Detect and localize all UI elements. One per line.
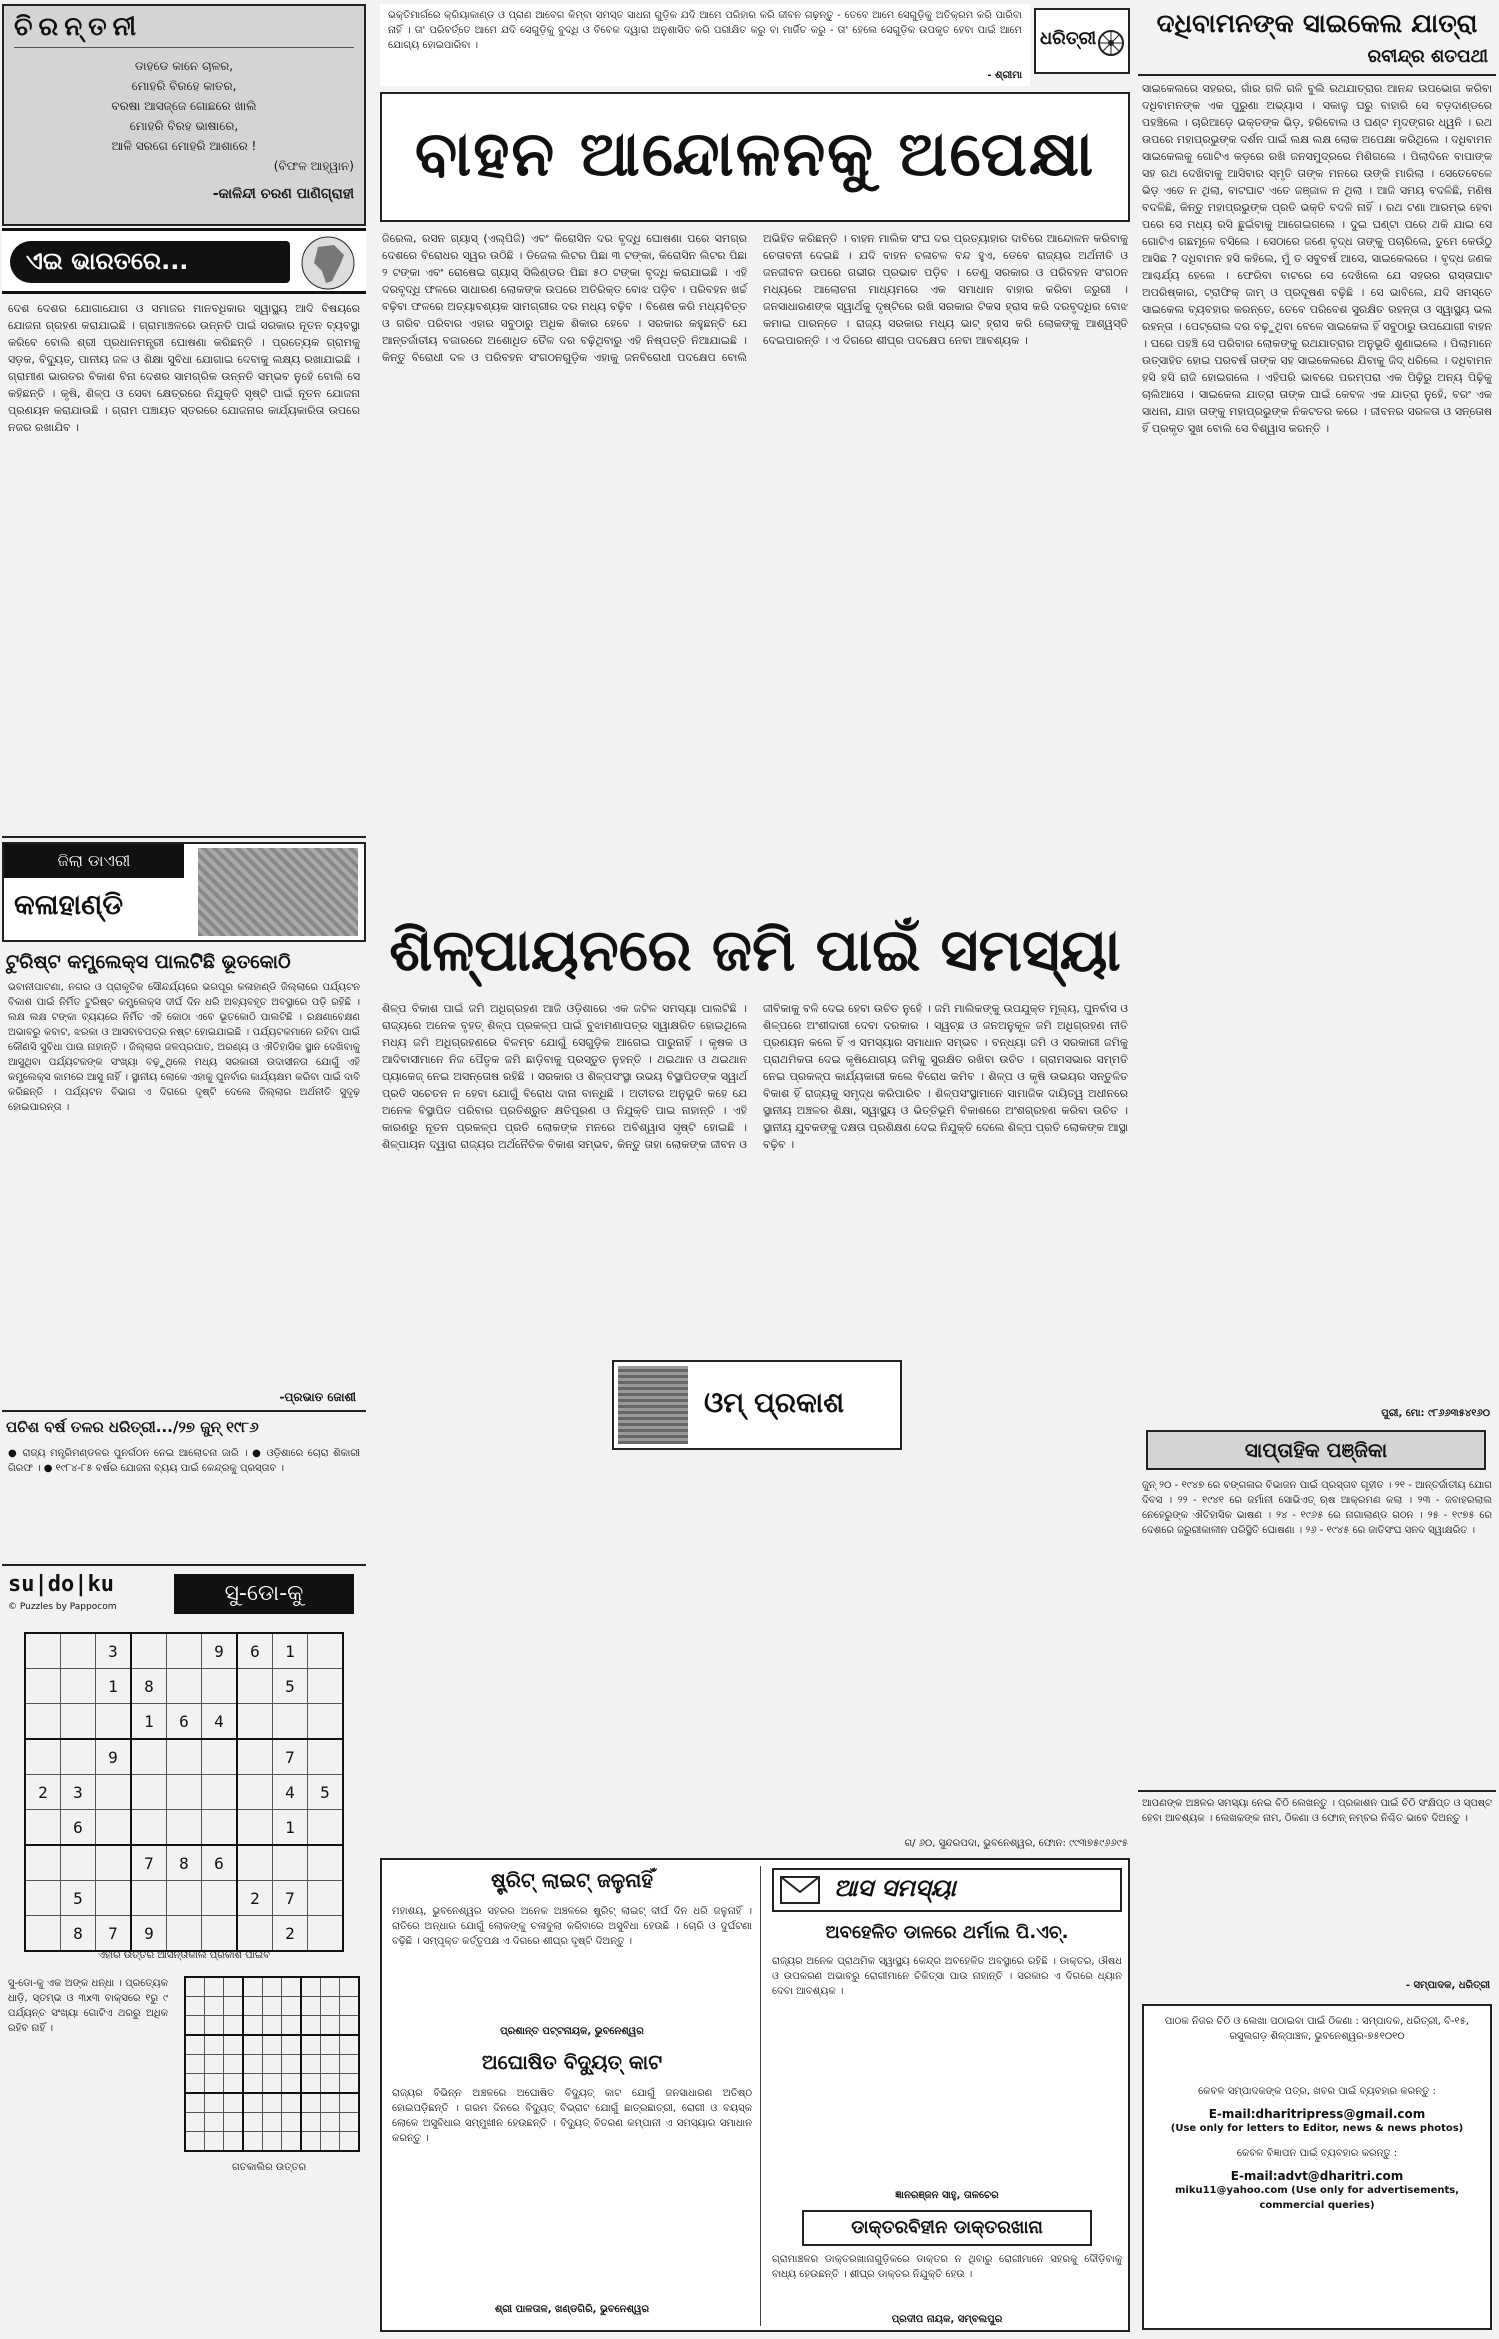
india-map-icon [300, 235, 356, 291]
sudoku-cell [224, 2093, 244, 2113]
divider [2, 1564, 366, 1566]
author-photo [618, 1366, 688, 1444]
sudoku-cell [237, 1775, 273, 1810]
sudoku-cell [243, 2093, 263, 2113]
sudoku-cell [131, 1881, 167, 1916]
poem-author: -କାଳିନ୍ଦୀ ଚରଣ ପାଣିଗ୍ରାହୀ [212, 186, 354, 202]
sudoku-cell: 7 [273, 1881, 308, 1916]
contact-note: କେବଳ ସମ୍ପାଦକଙ୍କ ପତ୍ର, ଖବର ପାଇଁ ବ୍ୟବହାର କରନ୍ତୁ : [1198, 2086, 1436, 2097]
masthead [1034, 8, 1130, 74]
sudoku-cell: 6 [61, 1810, 96, 1846]
sudoku-cell [224, 2132, 244, 2152]
sudoku-row [25, 1704, 343, 1740]
contact-email[interactable]: miku11@yahoo.com (Use only for advertisements, commercial queries) [1174, 2185, 1460, 2211]
sudoku-cell [202, 1810, 238, 1846]
sudoku-cell [263, 2016, 282, 2036]
sudoku-cell [202, 1775, 238, 1810]
sudoku-cell [282, 1997, 302, 2016]
sudoku-cell [237, 1845, 273, 1881]
weekly-body: ଜୁନ୍ ୨୦ - ୧୯୪୭ ରେ ବଙ୍ଗଳାର ବିଭାଜନ ପାଇଁ ପ୍ରସ୍ତାବ ଗୃହୀତ । ୨୧ - ଆନ୍ତର୍ଜାତୀୟ ଯୋଗ ଦିବସ । ୨୨ - ୧୯୪୧ ରେ ଜର୍ମାନୀ ସୋଭିଏତ୍ ଋଷ ଆକ୍ରମଣ କଲା । ୨୩ - ଜବାହରଲାଲ ନେହେରୁଙ୍କ ଐତିହାସିକ ଭାଷଣ । ୨୪ - ୧୯୬୫ ରେ ନାଗାଲାଣ୍ଡ ଗଠନ । ୨୫ - ୧୯୭୫ ରେ ଦେଶରେ ଜରୁରୀକାଳୀନ ପରିସ୍ଥିତି ଘୋଷଣା । ୨୬ - ୧୯୪୫ ରେ ଜାତିସଂଘ ସନଦ ସ୍ୱାକ୍ଷରିତ । [1142, 1480, 1492, 1536]
sudoku-cell [131, 1739, 167, 1775]
sudoku-cell [185, 1997, 205, 2016]
sudoku-cell: 4 [202, 1704, 238, 1740]
sudoku-cell [61, 1739, 96, 1775]
sudoku-cell: 2 [273, 1916, 308, 1952]
sudoku-cell [205, 2113, 224, 2132]
sudoku-row [25, 1739, 343, 1775]
sudoku-cell: 1 [273, 1633, 308, 1669]
sudoku-row [25, 1633, 343, 1669]
sudoku-cell [308, 1704, 344, 1740]
sudoku-cell: 8 [131, 1669, 167, 1704]
past-heading: ପଚିଶ ବର୍ଷ ତଳର ଧରିତ୍ରୀ.../୨୭ ଜୁନ୍ ୧୯୮୬ [6, 1418, 259, 1436]
sudoku-cell [321, 2113, 340, 2132]
sudoku-mini-grid [184, 1976, 360, 2152]
sudoku-cell [25, 1916, 61, 1952]
sudoku-cell [167, 1739, 202, 1775]
feature-headline: ଦଧିବାମନଙ୍କ ସାଇକେଲ ଯାତ୍ରା [1156, 9, 1478, 39]
letter-heading: ଷ୍ଟ୍ରିଟ୍ ଲାଇଟ୍ ଜଳୁନାହିଁ [491, 1868, 653, 1892]
sudoku-cell [282, 1977, 302, 1997]
sudoku-cell [205, 2093, 224, 2113]
contact-box [1142, 2004, 1492, 2330]
sudoku-cell [282, 2132, 302, 2152]
sudoku-row [25, 1845, 343, 1881]
sudoku-row [185, 2132, 359, 2152]
sudoku-cell [263, 2113, 282, 2132]
sudoku-cell [308, 1669, 344, 1704]
sudoku-cell [167, 1810, 202, 1846]
sudoku-cell [167, 1881, 202, 1916]
sudoku-cell [131, 1633, 167, 1669]
sudoku-cell [243, 2113, 263, 2132]
sudoku-cell [202, 1881, 238, 1916]
india-header [2, 228, 366, 294]
letters-divider [760, 1866, 761, 2326]
sudoku-cell [61, 1704, 96, 1740]
sudoku-cell [185, 2055, 205, 2074]
poem-line: ଆଳି ସରଗେ ମୋହରି ଆଶାରେ ! [111, 139, 257, 153]
past-body: ● ରାଜ୍ୟ ମନ୍ତ୍ରିମଣ୍ଡଳର ପୁନର୍ଗଠନ ନେଇ ଆଲୋଚନା ଜାରି । ● ଓଡ଼ିଶାରେ ଚୋରା ଶିକାରୀ ଗିରଫ । ● ୧୯୮୪-୮୫ ବର୍ଷର ଯୋଜନା ବ୍ୟୟ ପାଇଁ କେନ୍ଦ୍ରକୁ ପ୍ରସ୍ତାବ । [8, 1448, 360, 1474]
sudoku-cell [224, 2035, 244, 2055]
sudoku-cell [263, 1997, 282, 2016]
sudoku-cell [340, 2093, 360, 2113]
sudoku-cell [205, 1997, 224, 2016]
sudoku-cell [263, 2074, 282, 2094]
sudoku-cell [321, 2093, 340, 2113]
sudoku-cell: 6 [202, 1845, 238, 1881]
sudoku-cell [96, 1881, 132, 1916]
sudoku-cell [237, 1810, 273, 1846]
sudoku-cell [61, 1845, 96, 1881]
sudoku-cell: 9 [96, 1739, 132, 1775]
poem-line: ମୋହରି ବିରହେ କାତର, [131, 79, 237, 93]
sudoku-cell: 5 [308, 1775, 344, 1810]
sudoku-cell [167, 1916, 202, 1952]
sudoku-cell [282, 2074, 302, 2094]
sudoku-cell [205, 2074, 224, 2094]
weekly-header [1146, 1430, 1486, 1470]
poem-line: ମୋହରି ବିରହ ଭାଷାରେ, [129, 119, 239, 133]
sudoku-cell [340, 2016, 360, 2036]
sudoku-row [25, 1810, 343, 1846]
sudoku-cell [224, 2113, 244, 2132]
contact-note: କେବଳ ବିଜ୍ଞାପନ ପାଇଁ ବ୍ୟବହାର କରନ୍ତୁ : [1236, 2148, 1398, 2159]
sudoku-cell: 9 [131, 1916, 167, 1952]
sudoku-cell [340, 1977, 360, 1997]
sudoku-brand-sub: © Puzzles by Pappocom [8, 1602, 117, 1612]
poem-heading: ଚିରନ୍ତନୀ [14, 12, 354, 48]
sudoku-cell [340, 2132, 360, 2152]
sudoku-cell [301, 1977, 321, 1997]
sudoku-cell [282, 2055, 302, 2074]
tourism-body: ଭବାନୀପାଟଣା, ନଗର ଓ ପ୍ରାକୃତିକ ସୌନ୍ଦର୍ଯ୍ୟରେ ଭରପୂର କଳାହାଣ୍ଡି ଜିଲ୍ଲାରେ ପର୍ଯ୍ୟଟନ ବିକାଶ ପାଇଁ ନିର୍ମିତ ଟୁରିଷ୍ଟ କମ୍ପ୍ଲେକ୍ସ ଦୀର୍ଘ ଦିନ ଧରି ଅବ୍ୟବହୃତ ଅବସ୍ଥାରେ ପଡ଼ି ରହିଛି । ଲକ୍ଷ ଲକ୍ଷ ଟଙ୍କା ବ୍ୟୟରେ ନିର୍ମିତ ଏହି କୋଠା ଏବେ ଭୂତକୋଠି ପାଲଟିଛି । ରକ୍ଷଣାବେକ୍ଷଣ ଅଭାବରୁ କବାଟ, ଝରକା ଓ ଆସବାବପତ୍ର ନଷ୍ଟ ହୋଇଯାଇଛି । ପର୍ଯ୍ୟଟକମାନେ ରହିବା ପାଇଁ କୌଣସି ସୁବିଧା ପାଉ ନାହାନ୍ତି । ଜିଲ୍ଲାର ଜଳପ୍ରପାତ, ଅରଣ୍ୟ ଓ ଐତିହାସିକ ସ୍ଥାନ ଦେଖିବାକୁ ଆସୁଥିବା ପର୍ଯ୍ୟଟକଙ୍କ ସଂଖ୍ୟା ବଢ଼ୁଥିଲେ ମଧ୍ୟ ସରକାରୀ ଉଦାସୀନତା ଯୋଗୁଁ ଏହି କମ୍ପ୍ଲେକ୍ସ କାମରେ ଆସୁ ନାହିଁ । ସ୍ଥାନୀୟ ଲୋକେ ଏହାକୁ ପୁନର୍ବାର କାର୍ଯ୍ୟକ୍ଷମ କରିବା ପାଇଁ ଦାବି କରିଛନ୍ତି । ପର୍ଯ୍ୟଟନ ବିଭାଗ ଏ ଦିଗରେ ଦୃଷ୍ଟି ଦେଲେ ଜିଲ୍ଲାର ଅର୍ଥନୀତି ସୁଦୃଢ଼ ହୋଇପାରନ୍ତା । [8, 982, 360, 1113]
sudoku-cell [131, 1810, 167, 1846]
sudoku-cell [243, 2074, 263, 2094]
sudoku-grid [24, 1632, 344, 1952]
sudoku-cell [131, 1775, 167, 1810]
diary-label: ଜିଲା ଡାଏରୀ [4, 844, 184, 878]
sudoku-cell [185, 2035, 205, 2055]
poem-line: (ବିଫଳ ଆହ୍ୱାନ) [273, 159, 354, 173]
notice-text: ଆପଣଙ୍କ ଅଞ୍ଚଳର ସମସ୍ୟା ନେଇ ଚିଠି ଲେଖନ୍ତୁ । ପ୍ରକାଶନ ପାଇଁ ଚିଠି ସଂକ୍ଷିପ୍ତ ଓ ସ୍ପଷ୍ଟ ହେବା ଆବଶ୍ୟକ । ଲେଖକଙ୍କ ନାମ, ଠିକଣା ଓ ଫୋନ୍ ନମ୍ବର ନିଶ୍ଚିତ ଭାବେ ଦିଅନ୍ତୁ । [1142, 1798, 1492, 1824]
sudoku-cell [301, 2016, 321, 2036]
letter-signature: ପ୍ରଦୀପ ନାୟକ, ସମ୍ବଲପୁର [891, 2314, 1003, 2325]
notice-sign: - ସମ୍ପାଦକ, ଧରିତ୍ରୀ [1405, 1980, 1490, 1991]
poem-line: ବରଷା ଆସଜ୍ଜେ ଗୋଛରେ ଖାଲି [111, 99, 257, 113]
main-footer: ଗ/ ୬୦, ସୁନ୍ଦରପଦା, ଭୁବନେଶ୍ୱର, ଫୋନ: ୯୯୩୭୫୯୬୬୯୫ [904, 1838, 1128, 1849]
letter-body: ମହାଶୟ, ଭୁବନେଶ୍ୱର ସହରର ଅନେକ ଅଞ୍ଚଳରେ ଷ୍ଟ୍ରିଟ୍ ଲାଇଟ୍ ଦୀର୍ଘ ଦିନ ଧରି ଜଳୁନାହିଁ । ରାତିରେ ଅନ୍ଧାର ଯୋଗୁଁ ଲୋକଙ୍କୁ ଚଳାବୁଲା କରିବାରେ ଅସୁବିଧା ହେଉଛି । ଚୋରି ଓ ଦୁର୍ଘଟଣା ବଢ଼ିଛି । ସମ୍ପୃକ୍ତ କର୍ତ୍ତୃପକ୍ଷ ଏ ଦିଗରେ ଶୀଘ୍ର ଦୃଷ୍ଟି ଦିଅନ୍ତୁ । [392, 1906, 752, 1947]
sudoku-header [4, 1570, 364, 1626]
sudoku-cell [205, 2016, 224, 2036]
sudoku-cell [205, 2132, 224, 2152]
poem-box [2, 4, 366, 226]
sudoku-row [185, 2074, 359, 2094]
sudoku-mini-label: ଗତକାଲିର ଉତ୍ତର [231, 2162, 307, 2173]
sudoku-cell: 1 [96, 1669, 132, 1704]
poem-lines [14, 56, 354, 176]
contact-email-note: (Use only for letters to Editor, news & news photos) [1170, 2123, 1464, 2134]
letter-body: ଗ୍ରାମାଞ୍ଚଳର ଡାକ୍ତରଖାନାଗୁଡ଼ିକରେ ଡାକ୍ତର ନ ଥିବାରୁ ରୋଗୀମାନେ ସହରକୁ ଦୌଡ଼ିବାକୁ ବାଧ୍ୟ ହେଉଛନ୍ତି । ଶୀଘ୍ର ଡାକ୍ତର ନିଯୁକ୍ତି ହେଉ । [772, 2254, 1122, 2280]
sudoku-cell [321, 2074, 340, 2094]
author-name: ଓମ୍ ପ୍ରକାଶ [704, 1386, 845, 1419]
sudoku-cell [167, 1633, 202, 1669]
letters-section [380, 1858, 1130, 2332]
sudoku-cell [282, 2016, 302, 2036]
masthead-title: ଧରିତ୍ରୀ [1040, 28, 1097, 49]
sudoku-row [185, 1977, 359, 1997]
dharma-wheel-icon [1096, 28, 1126, 58]
sudoku-title: ସୁ-ଡୋ-କୁ [174, 1574, 354, 1614]
sudoku-cell [224, 2074, 244, 2094]
sudoku-cell [25, 1704, 61, 1740]
sudoku-cell [243, 1997, 263, 2016]
feature-body: ସାଇକେଲରେ ସହରର, ଗାଁର ଗଳି ଗଳି ବୁଲି ରଥଯାତ୍ରାର ଆନନ୍ଦ ଉପଭୋଗ କରିବା ଦଧିବାମନଙ୍କ ଏକ ପୁରୁଣା ଅଭ୍ୟାସ । ସକାଳୁ ଘରୁ ବାହାରି ସେ ବଡ଼ଦାଣ୍ଡରେ ପହଞ୍ଚିଲେ । ଚାରିଆଡ଼େ ଭକ୍ତଙ୍କ ଭିଡ଼, ହରିବୋଲ ଓ ଘଣ୍ଟ ମୃଦଙ୍ଗର ଧ୍ୱନି । ରଥ ଉପରେ ମହାପ୍ରଭୁଙ୍କ ଦର୍ଶନ ପାଇଁ ଲକ୍ଷ ଲକ୍ଷ ଲୋକ ଅପେକ୍ଷା କରିଥିଲେ । ଦଧିବାମନ ସାଇକେଲକୁ ଗୋଟିଏ କଡ଼ରେ ରଖି ଜନସମୁଦ୍ରରେ ମିଶିଗଲେ । ପିଲାଦିନେ ବାପାଙ୍କ ସହ ରଥ ଦେଖିବାକୁ ଆସିବାର ସ୍ମୃତି ତାଙ୍କ ମନରେ ଉଙ୍କି ମାରିଲା । ସେତେବେଳେ ଭିଡ଼ ଏତେ ନ ଥିଲା, ବାଟଘାଟ ଏତେ ଜଞ୍ଜାଳ ନ ଥିଲା । ଆଜି ସମୟ ବଦଳିଛି, ମଣିଷ ବଦଳିଛି, କିନ୍ତୁ ମହାପ୍ରଭୁଙ୍କ ପ୍ରତି ଭକ୍ତି ବଦଳି ନାହିଁ । ରଥ ଟଣା ଆରମ୍ଭ ହେବା ପରେ ସେ ମଧ୍ୟ ରସି ଛୁଇଁବାକୁ ଆଗେଇଗଲେ । ଦୁଇ ଘଣ୍ଟା ପରେ ଥକି ଯାଇ ସେ ଗୋଟିଏ ଗଛମୂଳେ ବସିଲେ । ସେଠାରେ ଜଣେ ବୃଦ୍ଧ ତାଙ୍କୁ ପଚାରିଲେ, ତୁମେ କେଉଁଠୁ ଆସିଛ ? ଦଧିବାମନ ହସି କହିଲେ, ମୁଁ ତ ସବୁବର୍ଷ ଆସେ, ସାଇକେଲରେ । ବୃଦ୍ଧ ଜଣକ ଆଶ୍ଚର୍ଯ୍ୟ ହେଲେ । ଫେରିବା ବାଟରେ ସେ ଦେଖିଲେ ଯେ ସହରର ରାସ୍ତାଘାଟ ଅପରିଷ୍କାର, ଟ୍ରାଫିକ୍ ଜାମ୍ ଓ ପ୍ରଦୂଷଣ ବଢ଼ିଛି । ସେ ଭାବିଲେ, ଯଦି ସମସ୍ତେ ସାଇକେଲ ବ୍ୟବହାର କରନ୍ତେ, ତେବେ ପରିବେଶ ସୁରକ୍ଷିତ ରହନ୍ତା ଓ ସ୍ୱାସ୍ଥ୍ୟ ଭଲ ରହନ୍ତା । ପେଟ୍ରୋଲ ଦର ବଢ଼ୁଥିବା ବେଳେ ସାଇକେଲ ହିଁ ସବୁଠାରୁ ଉପଯୋଗୀ ବାହନ । ଘରେ ପହଞ୍ଚି ସେ ପରିବାର ଲୋକଙ୍କୁ ରଥଯାତ୍ରାର ଅନୁଭୂତି ଶୁଣାଇଲେ । ପିଲାମାନେ ଉତ୍ସାହିତ ହୋଇ ପରବର୍ଷ ତାଙ୍କ ସହ ସାଇକେଲରେ ଯିବାକୁ ଜିଦ୍ ଧରିଲେ । ଦଧିବାମନ ହସି ହସି ରାଜି ହୋଇଗଲେ । ଏହିପରି ଭାବରେ ପରମ୍ପରା ଏକ ପିଢ଼ିରୁ ଅନ୍ୟ ପିଢ଼ିକୁ ଚାଲିଆସେ । ସାଇକେଲ ଯାତ୍ରା ତାଙ୍କ ପାଇଁ କେବଳ ଏକ ଯାତ୍ରା ନୁହେଁ, ବରଂ ଏକ ସାଧନା, ଯାହା ତାଙ୍କୁ ମହାପ୍ରଭୁଙ୍କ ନିକଟତର କରେ । ଜୀବନର ସରଳତା ଓ ସନ୍ତୋଷ ହିଁ ପ୍ରକୃତ ସୁଖ ବୋଲି ସେ ବିଶ୍ୱାସ କରନ୍ତି । [1142, 82, 1492, 435]
sudoku-row [25, 1916, 343, 1952]
sudoku-cell [321, 2132, 340, 2152]
sudoku-cell [282, 2093, 302, 2113]
contact-email[interactable]: E-mail:dharitripress@gmail.com [1208, 2107, 1426, 2121]
sudoku-cell [321, 1997, 340, 2016]
sudoku-row [185, 2016, 359, 2036]
letter-body: ରାଜ୍ୟର ବିଭିନ୍ନ ଅଞ୍ଚଳରେ ଅଘୋଷିତ ବିଦ୍ୟୁତ୍ କାଟ ଯୋଗୁଁ ଜନସାଧାରଣ ଅତିଷ୍ଠ ହୋଇପଡ଼ିଛନ୍ତି । ଗରମ ଦିନରେ ବିଦ୍ୟୁତ୍ ବିଭ୍ରାଟ ଯୋଗୁଁ ଛାତ୍ରଛାତ୍ରୀ, ରୋଗୀ ଓ ବୟସ୍କ ଲୋକେ ଅସୁବିଧାର ସମ୍ମୁଖୀନ ହେଉଛନ୍ତି । ବିଦ୍ୟୁତ୍ ବିତରଣ କମ୍ପାନୀ ଏ ସମସ୍ୟାର ସମାଧାନ କରନ୍ତୁ । [392, 2088, 752, 2144]
tourism-headline: ଟୁରିଷ୍ଟ କମ୍ପ୍ଲେକ୍ସ ପାଲଟିଛି ଭୂତକୋଠି [6, 951, 291, 973]
sudoku-cell [25, 1881, 61, 1916]
sudoku-cell [205, 2055, 224, 2074]
sudoku-brand: su|do|ku [8, 1572, 114, 1597]
sudoku-footer: ଏହାର ଉତ୍ତର ଆସନ୍ତାକାଲି ପ୍ରକାଶ ପାଇବ [97, 1950, 271, 1961]
sudoku-cell: 3 [61, 1775, 96, 1810]
sudoku-cell [167, 1775, 202, 1810]
sudoku-cell [340, 2035, 360, 2055]
editorial-headline: ବାହନ ଆନ୍ଦୋଳନକୁ ଅପେକ୍ଷା [414, 117, 1096, 190]
sudoku-cell [185, 2113, 205, 2132]
letter-signature: ପ୍ରଶାନ୍ତ ପଟ୍ଟନାୟକ, ଭୁବନେଶ୍ୱର [500, 2026, 644, 2037]
sudoku-cell [301, 2113, 321, 2132]
sudoku-cell [243, 2055, 263, 2074]
sudoku-help: ସୁ-ଡୋ-କୁ ଏକ ଅଙ୍କ ଧନ୍ଧା । ପ୍ରତ୍ୟେକ ଧାଡ଼ି, ସ୍ତମ୍ଭ ଓ ୩x୩ ବାକ୍ସରେ ୧ରୁ ୯ ପର୍ଯ୍ୟନ୍ତ ସଂଖ୍ୟା ଗୋଟିଏ ଥରରୁ ଅଧିକ ରହିବ ନାହିଁ । [8, 1978, 168, 2034]
main-headline: ଶିଳ୍ପାୟନରେ ଜମି ପାଇଁ ସମସ୍ୟା [389, 916, 1121, 984]
tourism-author: -ପ୍ରଭାତ ଜୋଶୀ [279, 1390, 356, 1404]
letter-body: ରାଜ୍ୟର ଅନେକ ପ୍ରାଥମିକ ସ୍ୱାସ୍ଥ୍ୟ କେନ୍ଦ୍ର ଅବହେଳିତ ଅବସ୍ଥାରେ ରହିଛି । ଡାକ୍ତର, ଔଷଧ ଓ ଉପକରଣ ଅଭାବରୁ ରୋଗୀମାନେ ଚିକିତ୍ସା ପାଉ ନାହାନ୍ତି । ସରକାର ଏ ଦିଗରେ ଧ୍ୟାନ ଦେବା ଆବଶ୍ୟକ । [772, 1956, 1122, 1997]
sudoku-cell: 8 [167, 1845, 202, 1881]
sudoku-row [185, 2093, 359, 2113]
quote-author: - ଶ୍ରୀମା [987, 70, 1022, 81]
sudoku-cell: 2 [25, 1775, 61, 1810]
sudoku-cell [308, 1916, 344, 1952]
sudoku-cell [321, 1977, 340, 1997]
sudoku-cell [224, 2055, 244, 2074]
sudoku-cell [308, 1845, 344, 1881]
sudoku-cell [202, 1669, 238, 1704]
sudoku-row [185, 2113, 359, 2132]
sudoku-cell [273, 1845, 308, 1881]
sudoku-cell [340, 2074, 360, 2094]
sudoku-cell: 7 [131, 1845, 167, 1881]
sudoku-cell: 5 [273, 1669, 308, 1704]
sudoku-cell [263, 1977, 282, 1997]
sudoku-cell [308, 1739, 344, 1775]
india-heading: ଏଇ ଭାରତରେ... [26, 247, 189, 275]
sudoku-cell [282, 2035, 302, 2055]
sudoku-cell [25, 1669, 61, 1704]
sudoku-cell [185, 1977, 205, 1997]
sudoku-cell [282, 2113, 302, 2132]
sudoku-cell: 5 [61, 1881, 96, 1916]
sudoku-row [185, 2055, 359, 2074]
sudoku-cell [301, 2132, 321, 2152]
sudoku-cell [340, 2113, 360, 2132]
sudoku-cell [224, 1977, 244, 1997]
india-body: ଦେଶ ଦେଶର ଯୋଗାଯୋଗ ଓ ସମାଜର ମାନବଧିକାର ସ୍ୱାସ୍ଥ୍ୟ ଆଦି ବିଷୟରେ ଯୋଜନା ଗ୍ରହଣ କରାଯାଇଛି । ଗ୍ରାମାଞ୍ଚଳରେ ଉନ୍ନତି ପାଇଁ ସରକାର ନୂତନ ବ୍ୟବସ୍ଥା କରିବେ ବୋଲି ଶ୍ରୀ ପ୍ରଧାନମନ୍ତ୍ରୀ ଘୋଷଣା କରିଛନ୍ତି । ପ୍ରତ୍ୟେକ ଗ୍ରାମକୁ ସଡ଼କ, ବିଦ୍ୟୁତ୍, ପାନୀୟ ଜଳ ଓ ଶିକ୍ଷା ସୁବିଧା ଯୋଗାଇ ଦେବାକୁ ଲକ୍ଷ୍ୟ ରଖାଯାଇଛି । ଗ୍ରାମୀଣ ଭାରତର ବିକାଶ ବିନା ଦେଶର ସାମଗ୍ରିକ ଉନ୍ନତି ସମ୍ଭବ ନୁହେଁ ବୋଲି ସେ କହିଛନ୍ତି । କୃଷି, ଶିଳ୍ପ ଓ ସେବା କ୍ଷେତ୍ରରେ ନିଯୁକ୍ତି ସୃଷ୍ଟି ପାଇଁ ନୂତନ ଯୋଜନା ପ୍ରଣୟନ କରାଯାଉଛି । ଗ୍ରାମ ପଞ୍ଚାୟତ ସ୍ତରରେ ଯୋଜନାର କାର୍ଯ୍ୟକାରିତା ଉପରେ ନଜର ରଖାଯିବ । [8, 302, 360, 434]
sudoku-cell [25, 1845, 61, 1881]
sudoku-cell [96, 1810, 132, 1846]
sudoku-cell: 9 [202, 1633, 238, 1669]
banner-text: ଆସ ସମସ୍ୟା [834, 1874, 956, 1902]
banner [772, 1868, 1122, 1912]
sudoku-cell [25, 1633, 61, 1669]
feature-footer: ପୁରୀ, ମୋ: ୯୮୬୬୩୫୪୧୬୦ [1381, 1408, 1490, 1419]
contact-address: ପାଠକ ନିଜର ଚିଠି ଓ ଲେଖା ପଠାଇବା ପାଇଁ ଠିକଣା : ସମ୍ପାଦକ, ଧରିତ୍ରୀ, ବି-୧୫, ରସୁଲଗଡ଼ ଶିଳ୍ପାଞ୍ଚଳ, ଭୁବନେଶ୍ୱର-୭୫୧୦୧୦ [1164, 2016, 1470, 2042]
sudoku-cell [243, 2132, 263, 2152]
editorial-body: ଜିରେଲ, ରସନ ଗ୍ୟାସ୍ (ଏଲ୍‌ପିଜି) ଏବଂ କିରୋସିନ ଦର ବୃଦ୍ଧି ଘୋଷଣା ପରେ ସମଗ୍ର ଦେଶରେ ବିରୋଧର ସ୍ୱର ଉଠିଛି । ଡିଜେଲ ଲିଟର ପିଛା ୩ ଟଙ୍କା, କିରୋସିନ ଲିଟର ପିଛା ୨ ଟଙ୍କା ଏବଂ ରୋଷେଇ ଗ୍ୟାସ୍ ସିଲିଣ୍ଡର ପିଛା ୫୦ ଟଙ୍କା ବୃଦ୍ଧି କରାଯାଇଛି । ଏହି ଦରବୃଦ୍ଧି ଫଳରେ ସାଧାରଣ ଲୋକଙ୍କ ଉପରେ ଅତିରିକ୍ତ ବୋଝ ପଡ଼ିବ । ପରିବହନ ଖର୍ଚ୍ଚ ବଢ଼ିବା ଫଳରେ ଅତ୍ୟାବଶ୍ୟକ ସାମଗ୍ରୀର ଦର ମଧ୍ୟ ବଢ଼ିବ । ବିଶେଷ କରି ମଧ୍ୟବିତ୍ତ ଓ ଗରିବ ପରିବାର ଏହାର ସବୁଠାରୁ ଅଧିକ ଶିକାର ହେବେ । ସରକାର କହୁଛନ୍ତି ଯେ ଆନ୍ତର୍ଜାତୀୟ ବଜାରରେ ଅଶୋଧିତ ତୈଳ ଦର ବଢ଼ିଥିବାରୁ ଏହି ନିଷ୍ପତ୍ତି ନିଆଯାଇଛି । କିନ୍ତୁ ବିରୋଧୀ ଦଳ ଓ ପରିବହନ ସଂଗଠନଗୁଡ଼ିକ ଏହାକୁ ଜନବିରୋଧୀ ପଦକ୍ଷେପ ବୋଲି ଅଭିହିତ କରିଛନ୍ତି । ବାହନ ମାଲିକ ସଂଘ ଦର ପ୍ରତ୍ୟାହାର ଦାବିରେ ଆନ୍ଦୋଳନ କରିବାକୁ ଚେତାବନୀ ଦେଇଛି । ଯଦି ବାହନ ଚଳାଚଳ ବନ୍ଦ ହୁଏ, ତେବେ ରାଜ୍ୟର ଅର୍ଥନୀତି ଓ ଜନଜୀବନ ଉପରେ ଗଭୀର ପ୍ରଭାବ ପଡ଼ିବ । ତେଣୁ ସରକାର ଓ ପରିବହନ ସଂଗଠନ ମଧ୍ୟରେ ଆଲୋଚନା ମାଧ୍ୟମରେ ଏକ ସମାଧାନ ବାହାର କରିବା ଜରୁରୀ । ଜନସାଧାରଣଙ୍କ ସ୍ୱାର୍ଥକୁ ଦୃଷ୍ଟିରେ ରଖି ସରକାର ଟିକସ ହ୍ରାସ କରି ଦରବୃଦ୍ଧିର ବୋଝ କମାଇ ପାରନ୍ତେ । ରାଜ୍ୟ ସରକାର ମଧ୍ୟ ଭାଟ୍ ହ୍ରାସ କରି ଲୋକଙ୍କୁ ଆଶ୍ୱସ୍ତି ଦେଇପାରନ୍ତି । ଏ ଦିଗରେ ଶୀଘ୍ର ପଦକ୍ଷେପ ନେବା ଆବଶ୍ୟକ । [382, 232, 1128, 364]
editorial-headline-box [380, 92, 1130, 222]
sudoku-row [25, 1775, 343, 1810]
quote-text: ଭକ୍ତିମାର୍ଗରେ କ୍ରିୟାକାଣ୍ଡ ଓ ପ୍ରାଣ ଆବେଗ କିମ୍ବା ସମସ୍ତ ସାଧନା ଗୁଡ଼ିକ ଯଦି ଆମେ ପରିହାର କରି ଜୀବନ ଗଢ଼ନ୍ତୁ - ତେବେ ଆମେ ସେଗୁଡ଼ିକୁ ଅତିକ୍ରମ କରି ପାରିବା ନାହିଁ । ତା' ପରିବର୍ତ୍ତେ ଆମେ ଯଦି ସେଗୁଡ଼ିକୁ ବୁଦ୍ଧି ଓ ବିବେକ ଦ୍ୱାରା ଅନୁଶାସିତ କରି ପରୀକ୍ଷିତ କରୁ ବା ମାର୍ଜିତ କରୁ - ତା' ହେଲେ ସେଗୁଡ଼ିକ ଉପକୃତ ହେବା ପାଇଁ ଆମେ ଯୋଗ୍ୟ ହୋଇପାରିବା । [388, 10, 1022, 51]
sudoku-cell [25, 1810, 61, 1846]
sudoku-cell [301, 2055, 321, 2074]
sudoku-cell [61, 1669, 96, 1704]
weekly-heading: ସାପ୍ତାହିକ ପଞ୍ଜିକା [1244, 1438, 1388, 1462]
sudoku-cell [308, 1633, 344, 1669]
feature-author: ରବୀନ୍ଦ୍ର ଶତପଥୀ [1367, 46, 1488, 67]
sudoku-cell [61, 1633, 96, 1669]
sudoku-cell: 1 [273, 1810, 308, 1846]
sudoku-cell [321, 2055, 340, 2074]
sudoku-cell [185, 2074, 205, 2094]
sudoku-cell [185, 2016, 205, 2036]
sudoku-cell [340, 1997, 360, 2016]
sudoku-cell [205, 2035, 224, 2055]
contact-email[interactable]: E-mail:advt@dharitri.com [1230, 2169, 1404, 2183]
district-diary [2, 842, 366, 942]
sudoku-row [185, 1997, 359, 2016]
sudoku-cell [96, 1704, 132, 1740]
sudoku-row [25, 1669, 343, 1704]
sudoku-cell: 8 [61, 1916, 96, 1952]
sudoku-cell [321, 2035, 340, 2055]
sudoku-cell [263, 2055, 282, 2074]
diary-photo [198, 848, 358, 936]
sudoku-cell [263, 2035, 282, 2055]
sudoku-cell [243, 2035, 263, 2055]
sudoku-cell: 6 [167, 1704, 202, 1740]
sudoku-cell [301, 1997, 321, 2016]
quote-box [380, 4, 1030, 86]
letter-heading: ଅଘୋଷିତ ବିଦ୍ୟୁତ୍ କାଟ [481, 2050, 663, 2074]
sudoku-cell [224, 2016, 244, 2036]
sudoku-cell [273, 1704, 308, 1740]
sudoku-cell [237, 1916, 273, 1952]
sudoku-cell [340, 2055, 360, 2074]
author-box [612, 1360, 902, 1450]
poem-line: ଡାହଡେ କାନେ ଚାଳର, [134, 59, 234, 73]
sudoku-cell [25, 1739, 61, 1775]
sudoku-cell [301, 2093, 321, 2113]
sudoku-cell: 6 [237, 1633, 273, 1669]
letter-signature: ଜ୍ଞାନରଞ୍ଜନ ସାହୁ, ତାଳଚେର [895, 2190, 999, 2201]
divider [2, 836, 366, 838]
sudoku-cell [202, 1916, 238, 1952]
sudoku-cell: 7 [273, 1739, 308, 1775]
sudoku-cell [308, 1881, 344, 1916]
sudoku-cell [96, 1845, 132, 1881]
sudoku-cell [301, 2074, 321, 2094]
sudoku-cell [237, 1739, 273, 1775]
sudoku-cell [224, 1997, 244, 2016]
main-body: ଶିଳ୍ପ ବିକାଶ ପାଇଁ ଜମି ଅଧିଗ୍ରହଣ ଆଜି ଓଡ଼ିଶାରେ ଏକ ଜଟିଳ ସମସ୍ୟା ପାଲଟିଛି । ରାଜ୍ୟରେ ଅନେକ ବୃହତ୍ ଶିଳ୍ପ ପ୍ରକଳ୍ପ ପାଇଁ ବୁଝାମଣାପତ୍ର ସ୍ୱାକ୍ଷରିତ ହୋଇଥିଲେ ମଧ୍ୟ ଜମି ଅଧିଗ୍ରହଣରେ ବିଳମ୍ବ ଯୋଗୁଁ ସେଗୁଡ଼ିକ ଆଗେଇ ପାରୁନାହିଁ । କୃଷକ ଓ ଆଦିବାସୀମାନେ ନିଜ ପୈତୃକ ଜମି ଛାଡ଼ିବାକୁ ପ୍ରସ୍ତୁତ ନୁହନ୍ତି । ଥଇଥାନ ଓ ଥଇଥାନ ପ୍ୟାକେଜ୍ ନେଇ ଅସନ୍ତୋଷ ରହିଛି । ସରକାର ଓ ଶିଳ୍ପସଂସ୍ଥା ଉଭୟ ବିସ୍ଥାପିତଙ୍କ ସ୍ୱାର୍ଥ ପ୍ରତି ସଚେତନ ନ ହେବା ଯୋଗୁଁ ବିରୋଧ ଦାନା ବାନ୍ଧିଛି । ଅତୀତର ଅନୁଭୂତି କହେ ଯେ ଅନେକ ବିସ୍ଥାପିତ ପରିବାର ପ୍ରତିଶ୍ରୁତ କ୍ଷତିପୂରଣ ଓ ନିଯୁକ୍ତି ପାଇ ନାହାନ୍ତି । ଏହି କାରଣରୁ ନୂତନ ପ୍ରକଳ୍ପ ପ୍ରତି ଲୋକଙ୍କ ମନରେ ଅବିଶ୍ୱାସ ସୃଷ୍ଟି ହୋଇଛି । ଶିଳ୍ପାୟନ ଦ୍ୱାରା ରାଜ୍ୟର ଅର୍ଥନୈତିକ ବିକାଶ ସମ୍ଭବ, କିନ୍ତୁ ତାହା ଲୋକଙ୍କ ଜୀବନ ଓ ଜୀବିକାକୁ ବଳି ଦେଇ ହେବା ଉଚିତ ନୁହେଁ । ଜମି ମାଲିକଙ୍କୁ ଉପଯୁକ୍ତ ମୂଲ୍ୟ, ପୁନର୍ବାସ ଓ ଶିଳ୍ପରେ ଅଂଶୀଦାରୀ ଦେବା ଦରକାର । ସ୍ୱଚ୍ଛ ଓ ଜନଅନୁକୂଳ ଜମି ଅଧିଗ୍ରହଣ ନୀତି ପ୍ରଣୟନ କଲେ ହିଁ ଏ ସମସ୍ୟାର ସମାଧାନ ସମ୍ଭବ । ବନ୍ଧ୍ୟା ଜମି ଓ ସରକାରୀ ଜମିକୁ ପ୍ରାଥମିକତା ଦେଇ କୃଷିଯୋଗ୍ୟ ଜମିକୁ ସୁରକ୍ଷିତ ରଖିବା ଉଚିତ । ଗ୍ରାମସଭାର ସମ୍ମତି ନେଇ ପ୍ରକଳ୍ପ କାର୍ଯ୍ୟକାରୀ କଲେ ବିରୋଧ କମିବ । ଶିଳ୍ପ ଓ କୃଷି ଉଭୟର ସନ୍ତୁଳିତ ବିକାଶ ହିଁ ରାଜ୍ୟକୁ ସମୃଦ୍ଧ କରିପାରିବ । ଶିଳ୍ପସଂସ୍ଥାମାନେ ସାମାଜିକ ଦାୟିତ୍ୱ ଅଧୀନରେ ସ୍ଥାନୀୟ ଅଞ୍ଚଳର ଶିକ୍ଷା, ସ୍ୱାସ୍ଥ୍ୟ ଓ ଭିତ୍ତିଭୂମି ବିକାଶରେ ଅଂଶଗ୍ରହଣ କରିବା ଉଚିତ । ସ୍ଥାନୀୟ ଯୁବକଙ୍କୁ ଦକ୍ଷତା ପ୍ରଶିକ୍ଷଣ ଦେଇ ନିଯୁକ୍ତି ଦେଲେ ଶିଳ୍ପ ପ୍ରତି ଲୋକଙ୍କ ଆସ୍ଥା ବଢ଼ିବ । [382, 1002, 1128, 1151]
sudoku-cell [237, 1669, 273, 1704]
sudoku-cell [243, 1977, 263, 1997]
divider [1138, 74, 1496, 76]
sudoku-cell [185, 2132, 205, 2152]
sudoku-cell [308, 1810, 344, 1846]
sudoku-cell [202, 1739, 238, 1775]
sudoku-cell [321, 2016, 340, 2036]
sudoku-cell: 3 [96, 1633, 132, 1669]
sudoku-cell [96, 1775, 132, 1810]
envelope-icon [780, 1876, 820, 1904]
letter-heading: ଅବହେଳିତ ଡାଳରେ ଥର୍ମାଲ ପି.ଏଚ୍. [825, 1922, 1069, 1943]
sudoku-row [185, 2035, 359, 2055]
diary-district: କଳାହାଣ୍ଡି [14, 888, 124, 921]
letter-signature: ଶ୍ରୀ ପାଳତାଳ, ଖଣ୍ଡଗିରି, ଭୁବନେଶ୍ୱର [494, 2304, 650, 2315]
sudoku-cell [167, 1669, 202, 1704]
letter-heading: ଡାକ୍ତରବିହୀନ ଡାକ୍ତରଖାନା [851, 2217, 1043, 2238]
sudoku-cell [185, 2093, 205, 2113]
sudoku-cell: 1 [131, 1704, 167, 1740]
sudoku-cell: 7 [96, 1916, 132, 1952]
sudoku-cell: 4 [273, 1775, 308, 1810]
sudoku-cell [263, 2093, 282, 2113]
sudoku-cell [237, 1704, 273, 1740]
sudoku-cell [205, 1977, 224, 1997]
divider [1138, 1790, 1496, 1792]
sudoku-cell: 2 [237, 1881, 273, 1916]
sudoku-cell [243, 2016, 263, 2036]
divider [2, 1410, 366, 1412]
boxed-heading [802, 2210, 1092, 2246]
sudoku-row [25, 1881, 343, 1916]
sudoku-cell [301, 2035, 321, 2055]
sudoku-cell [263, 2132, 282, 2152]
